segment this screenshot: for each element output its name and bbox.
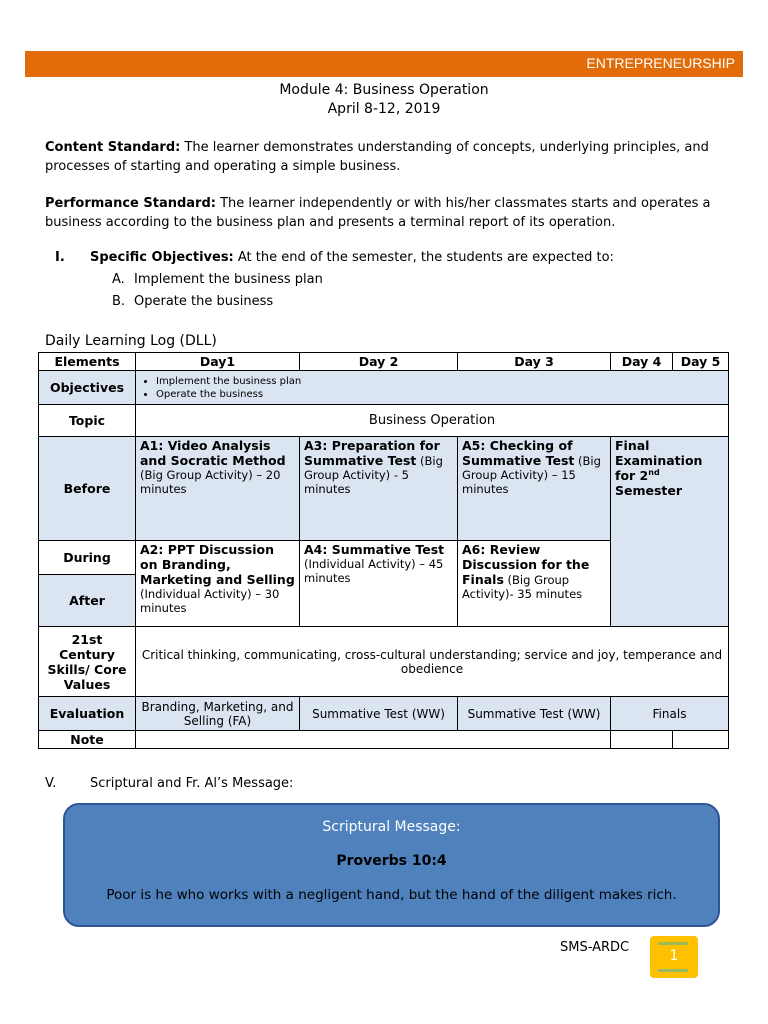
- header-elements: Elements: [39, 353, 136, 371]
- evaluation-day2: Summative Test (WW): [300, 697, 458, 731]
- skills-cell: Critical thinking, communicating, cross-cultural understanding; service and joy, temperance and obedience: [136, 627, 729, 697]
- scriptural-message-box: [63, 803, 720, 927]
- objective-letter: B.: [112, 294, 126, 309]
- note-day4: [611, 731, 673, 749]
- row-label-after: After: [39, 575, 136, 627]
- performance-standard: [45, 194, 730, 232]
- table-row: [39, 437, 729, 541]
- subject-label: ENTREPRENEURSHIP: [586, 55, 735, 71]
- header-day5: Day 5: [673, 353, 729, 371]
- content-standard: [45, 138, 730, 176]
- performance-standard-label: Performance Standard:: [45, 196, 216, 211]
- table-row: [39, 627, 729, 697]
- activity-detail: (Big Group Activity) – 20 minutes: [140, 468, 281, 496]
- header-day2: Day 2: [300, 353, 458, 371]
- before-day1: [136, 437, 300, 541]
- evaluation-day45: Finals: [611, 697, 729, 731]
- row-label-note: Note: [39, 731, 136, 749]
- activity-detail: (Individual Activity) – 30 minutes: [140, 587, 280, 615]
- activity-title: A2: PPT Discussion on Branding, Marketing and Selling: [140, 542, 295, 587]
- page-number: 1: [669, 948, 679, 964]
- scriptural-heading: [45, 776, 293, 791]
- activity-detail: (Big Group Activity)- 35 minutes: [462, 573, 583, 601]
- scriptural-label: Scriptural and Fr. Al’s Message:: [90, 776, 294, 791]
- header-day4: Day 4: [611, 353, 673, 371]
- scripture-verse: Poor is he who works with a negligent hand, but the hand of the diligent makes rich.: [106, 887, 677, 903]
- row-label-evaluation: Evaluation: [39, 697, 136, 731]
- table-row: [39, 731, 729, 749]
- activity-detail: (Big Group Activity) – 15 minutes: [462, 454, 601, 496]
- objectives-label: Specific Objectives:: [90, 250, 234, 265]
- activity-title: A5: Checking of Summative Test: [462, 438, 575, 468]
- objectives-cell: [136, 371, 729, 405]
- evaluation-day1: Branding, Marketing, and Selling (FA): [136, 697, 300, 731]
- evaluation-day3: Summative Test (WW): [458, 697, 611, 731]
- objective-letter: A.: [112, 272, 125, 287]
- objective-item: [112, 294, 273, 309]
- dll-title: Daily Learning Log (DLL): [45, 333, 217, 349]
- scriptural-box-title: Scriptural Message:: [322, 819, 461, 835]
- row-label-during: During: [39, 541, 136, 575]
- during-after-day1: [136, 541, 300, 627]
- before-day2: [300, 437, 458, 541]
- dll-table: [38, 352, 729, 749]
- objective-item: [112, 272, 323, 287]
- objective-bullet: • Implement the business plan: [156, 375, 724, 388]
- activity-title: A6: Review Discussion for the Finals: [462, 542, 590, 587]
- final-exam-cell: [611, 437, 729, 627]
- note-day5: [673, 731, 729, 749]
- table-header-row: [39, 353, 729, 371]
- module-date: April 8-12, 2019: [327, 101, 441, 117]
- objective-text: Implement the business plan: [134, 272, 323, 287]
- header-bar: [25, 51, 743, 77]
- final-exam-text: Final Examination for 2: [615, 438, 703, 483]
- activity-detail: (Individual Activity) – 45 minutes: [304, 557, 444, 585]
- activity-title: A1: Video Analysis and Socratic Method: [140, 438, 286, 468]
- content-standard-text: The learner demonstrates understanding of concepts, underlying principles, and processes of starting and operating a simple business.: [45, 140, 709, 174]
- row-label-objectives: Objectives: [39, 371, 136, 405]
- activity-title: A3: Preparation for Summative Test: [304, 438, 440, 468]
- row-label-topic: Topic: [39, 405, 136, 437]
- objectives-text: At the end of the semester, the students are expected to:: [233, 250, 614, 265]
- table-row: [39, 371, 729, 405]
- badge-stripe-top: [658, 942, 688, 945]
- header-day1: Day1: [136, 353, 300, 371]
- final-exam-text2: Semester: [615, 483, 683, 498]
- table-row: [39, 697, 729, 731]
- final-exam-sup: nd: [648, 468, 660, 478]
- row-label-before: Before: [39, 437, 136, 541]
- table-row: [39, 405, 729, 437]
- row-label-skills: 21st Century Skills/ Core Values: [39, 627, 136, 697]
- objectives-number: I.: [55, 250, 65, 265]
- activity-title: A4: Summative Test: [304, 542, 445, 557]
- module-title: Module 4: Business Operation: [279, 82, 489, 98]
- note-cell: [136, 731, 611, 749]
- during-after-day2: [300, 541, 458, 627]
- topic-cell: Business Operation: [136, 405, 729, 437]
- during-after-day3: [458, 541, 611, 627]
- scripture-reference: Proverbs 10:4: [336, 853, 447, 869]
- before-day3: [458, 437, 611, 541]
- objective-text: Operate the business: [134, 294, 274, 309]
- footer-code: SMS-ARDC: [560, 940, 630, 955]
- objective-bullet: • Operate the business: [156, 388, 724, 401]
- header-day3: Day 3: [458, 353, 611, 371]
- objectives-heading: [55, 250, 614, 265]
- performance-standard-text: The learner independently or with his/her classmates starts and operates a business according to the business plan and presents a terminal report of its operation.: [45, 196, 711, 230]
- page-number-badge: [650, 936, 698, 978]
- scriptural-number: V.: [45, 776, 57, 791]
- content-standard-label: Content Standard:: [45, 140, 181, 155]
- badge-stripe-bottom: [658, 969, 688, 972]
- activity-detail: (Big Group Activity) - 5 minutes: [304, 454, 443, 496]
